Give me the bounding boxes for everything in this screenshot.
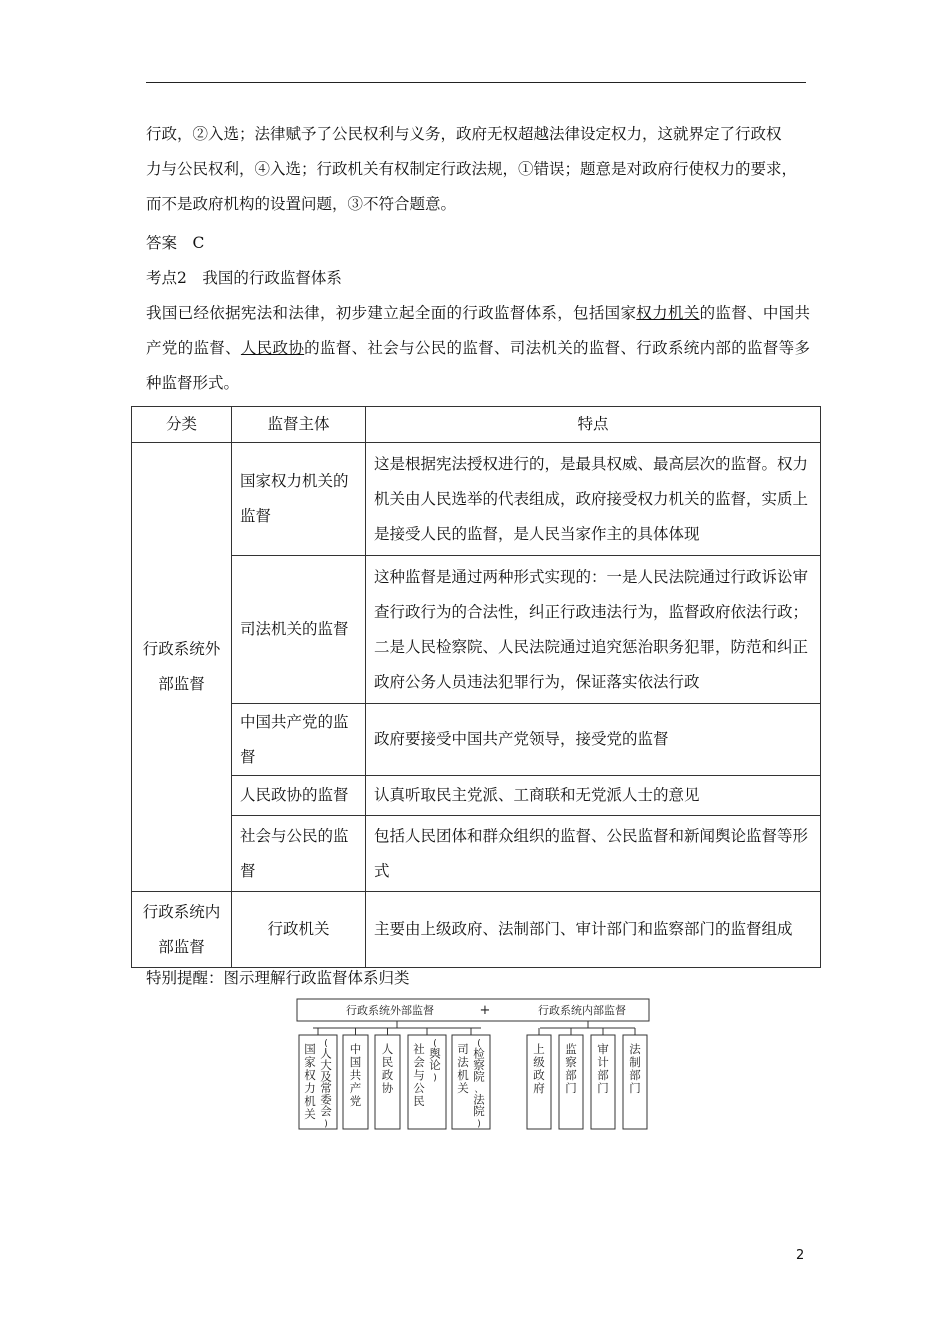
table-feature: 包括人民团体和群众组织的监督、公民监督和新闻舆论监督等形式 (366, 816, 821, 892)
section-title: 考点2 我国的行政监督体系 (146, 269, 342, 287)
intro-line-3: 而不是政府机构的设置问题，③不符合题意。 (146, 195, 457, 213)
table-feature: 这是根据宪法授权进行的，是最具权威、最高层次的监督。权力机关由人民选举的代表组成，政府接受权力机关的监督，实质上是接受人民的监督，是人民当家作主的具体体现 (366, 443, 821, 556)
supervision-table (131, 406, 821, 968)
diagram-box-label: 社会与公民 (413, 1042, 425, 1108)
external-category: 行政系统外部监督 (132, 443, 232, 892)
diagram-box-label: 上级政府 (533, 1042, 545, 1095)
table-feature: 这种监督是通过两种形式实现的：一是人民法院通过行政诉讼审查行政行为的合法性，纠正行政违法行为，监督政府依法行政；二是人民检察院、人民法院通过追究惩治职务犯罪，防范和纠正政府公务人员违法犯罪行为，保证落实依法行政 (366, 556, 821, 704)
table-header-row (132, 407, 821, 443)
table-row (132, 892, 821, 968)
table-feature: 政府要接受中国共产党领导，接受党的监督 (366, 704, 821, 776)
diagram-box-label: 审计部门 (597, 1042, 609, 1095)
header-subject: 监督主体 (232, 407, 366, 443)
section-paragraph: 我国已经依据宪法和法律，初步建立起全面的行政监督体系，包括国家权力机关的监督、中国共产党的监督、人民政协的监督、社会与公民的监督、司法机关的监督、行政系统内部的监督等多种监督形式。 (146, 304, 810, 392)
header-feature: 特点 (366, 407, 821, 443)
table-row (132, 816, 821, 892)
table-row (132, 776, 821, 816)
header-rule (146, 82, 806, 83)
diagram-box-label: 国家权力机关 (304, 1042, 316, 1121)
internal-category: 行政系统内部监督 (132, 892, 232, 968)
diagram-external-title: 行政系统外部监督 (346, 1004, 434, 1017)
table-subject: 司法机关的监督 (232, 556, 366, 704)
table-feature: 主要由上级政府、法制部门、审计部门和监察部门的监督组成 (366, 892, 821, 968)
diagram-box-note: (检察院、法院) (473, 1039, 485, 1130)
table-row (132, 443, 821, 556)
supervision-diagram (295, 997, 655, 1135)
answer: 答案 C (146, 234, 205, 252)
diagram-box-note: (舆论) (429, 1039, 441, 1084)
diagram-box-label: 人民政协 (381, 1042, 394, 1095)
diagram-box-label: 监察部门 (565, 1042, 577, 1095)
diagram-box-label: 司法机关 (457, 1042, 469, 1095)
header-category: 分类 (132, 407, 232, 443)
table-row (132, 704, 821, 776)
table-subject: 社会与公民的监督 (232, 816, 366, 892)
intro-line-2: 力与公民权利，④入选；行政机关有权制定行政法规，①错误；题意是对政府行使权力的要求， (146, 160, 798, 178)
tip-caption: 特别提醒：图示理解行政监督体系归类 (146, 969, 410, 987)
diagram-internal-title: 行政系统内部监督 (538, 1004, 626, 1017)
diagram-box-label: 中国共产党 (349, 1042, 362, 1108)
table-row (132, 556, 821, 704)
table-subject: 人民政协的监督 (232, 776, 366, 816)
intro-line-1: 行政，②入选；法律赋予了公民权利与义务，政府无权超越法律设定权力，这就界定了行政权 (146, 125, 782, 143)
underlined-term: 权力机关 (636, 304, 700, 322)
underlined-term: 人民政协 (240, 339, 305, 357)
table-subject: 国家权力机关的监督 (232, 443, 366, 556)
table-feature: 认真听取民主党派、工商联和无党派人士的意见 (366, 776, 821, 816)
table-subject: 中国共产党的监督 (232, 704, 366, 776)
table-subject: 行政机关 (232, 892, 366, 968)
diagram-plus: + (479, 1003, 491, 1018)
diagram-box-note: (人大及常委会) (320, 1039, 332, 1130)
diagram-box-label: 法制部门 (629, 1042, 641, 1095)
page-number: 2 (796, 1248, 805, 1263)
